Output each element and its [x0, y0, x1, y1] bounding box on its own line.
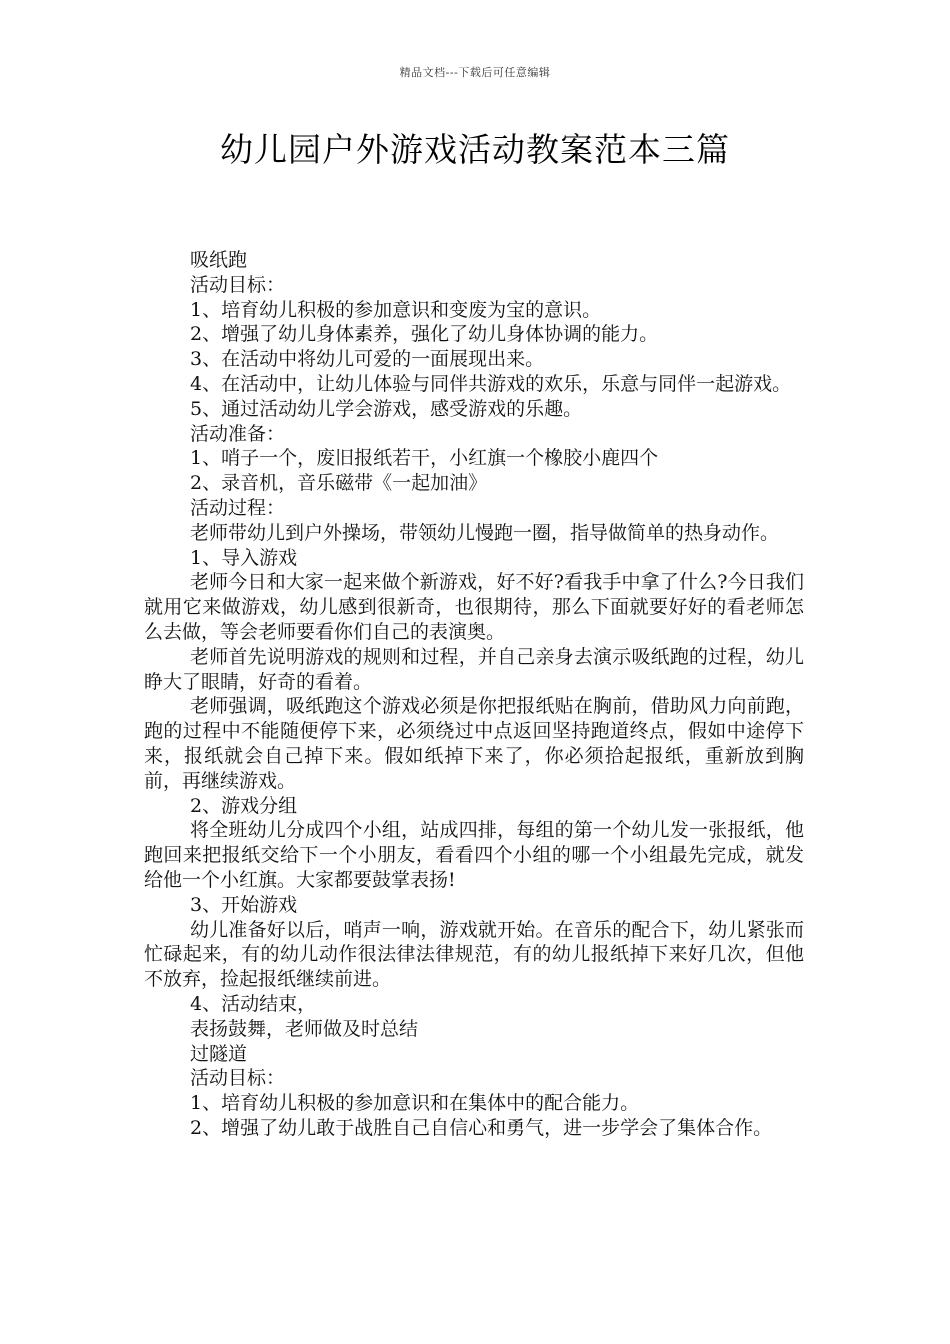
paragraph: 过隧道: [190, 1042, 248, 1065]
paragraph: 1、培育幼儿积极的参加意识和变废为宝的意识。: [190, 298, 602, 321]
paragraph: 5、通过活动幼儿学会游戏，感受游戏的乐趣。: [190, 397, 583, 420]
paragraph: 活动过程：: [190, 496, 286, 519]
paragraph: 3、在活动中将幼儿可爱的一面展现出来。: [190, 348, 545, 371]
paragraph: 2、增强了幼儿敢于战胜自己自信心和勇气，进一步学会了集体合作。: [190, 1116, 773, 1139]
paragraph: 2、增强了幼儿身体素养，强化了幼儿身体协调的能力。: [190, 323, 659, 346]
paragraph: 老师今日和大家一起来做个新游戏，好不好?看我手中拿了什么?今日我们就用它来做游戏，幼儿感到很新奇，也很期待，那么下面就要好好的看老师怎么去做，等会老师要看你们自己的表演奥。: [144, 571, 804, 643]
paragraph: 1、培育幼儿积极的参加意识和在集体中的配合能力。: [190, 1092, 640, 1115]
paragraph: 老师带幼儿到户外操场，带领幼儿慢跑一圈，指导做简单的热身动作。: [190, 521, 780, 544]
paragraph: 活动准备：: [190, 422, 286, 445]
paragraph: 表扬鼓舞，老师做及时总结: [190, 1017, 419, 1040]
paragraph: 4、活动结束，: [190, 992, 317, 1015]
paragraph: 4、在活动中，让幼儿体验与同伴共游戏的欢乐，乐意与同伴一起游戏。: [190, 372, 792, 395]
paragraph: 1、哨子一个，废旧报纸若干，小红旗一个橡胶小鹿四个: [190, 447, 659, 470]
paragraph: 2、录音机，音乐磁带《一起加油》: [190, 472, 488, 495]
paragraph: 吸纸跑: [190, 249, 248, 271]
paragraph: 老师首先说明游戏的规则和过程，并自己亲身去演示吸纸跑的过程，幼儿睁大了眼睛，好奇的看着。: [144, 645, 804, 693]
paragraph: 1、导入游戏: [190, 546, 298, 569]
document-body: [144, 248, 804, 1141]
paragraph: 幼儿准备好以后，哨声一响，游戏就开始。在音乐的配合下，幼儿紧张而忙碌起来，有的幼儿动作很法律法律规范，有的幼儿报纸掉下来好几次，但他不放弃，捡起报纸继续前进。: [144, 918, 804, 991]
paragraph: 活动目标：: [190, 273, 286, 296]
paragraph: 2、游戏分组: [190, 794, 298, 817]
paragraph: 将全班幼儿分成四个小组，站成四排，每组的第一个幼儿发一张报纸，他跑回来把报纸交给下一个小朋友，看看四个小组的哪一个小组最先完成，就发给他一个小红旗。大家都要鼓掌表扬!: [144, 819, 804, 891]
paragraph: 活动目标：: [190, 1067, 286, 1090]
page-header: 精品文档---下载后可任意编辑: [399, 66, 551, 79]
paragraph: 3、开始游戏: [190, 893, 298, 916]
paragraph: 老师强调，吸纸跑这个游戏必须是你把报纸贴在胸前，借助风力向前跑，跑的过程中不能随便停下来，必须绕过中点返回坚持跑道终点，假如中途停下来，报纸就会自己掉下来。假如纸掉下来了，你必须拾起报纸，重新放到胸前，再继续游戏。: [144, 695, 804, 792]
document-title: 幼儿园户外游戏活动教案范本三篇: [220, 130, 730, 169]
